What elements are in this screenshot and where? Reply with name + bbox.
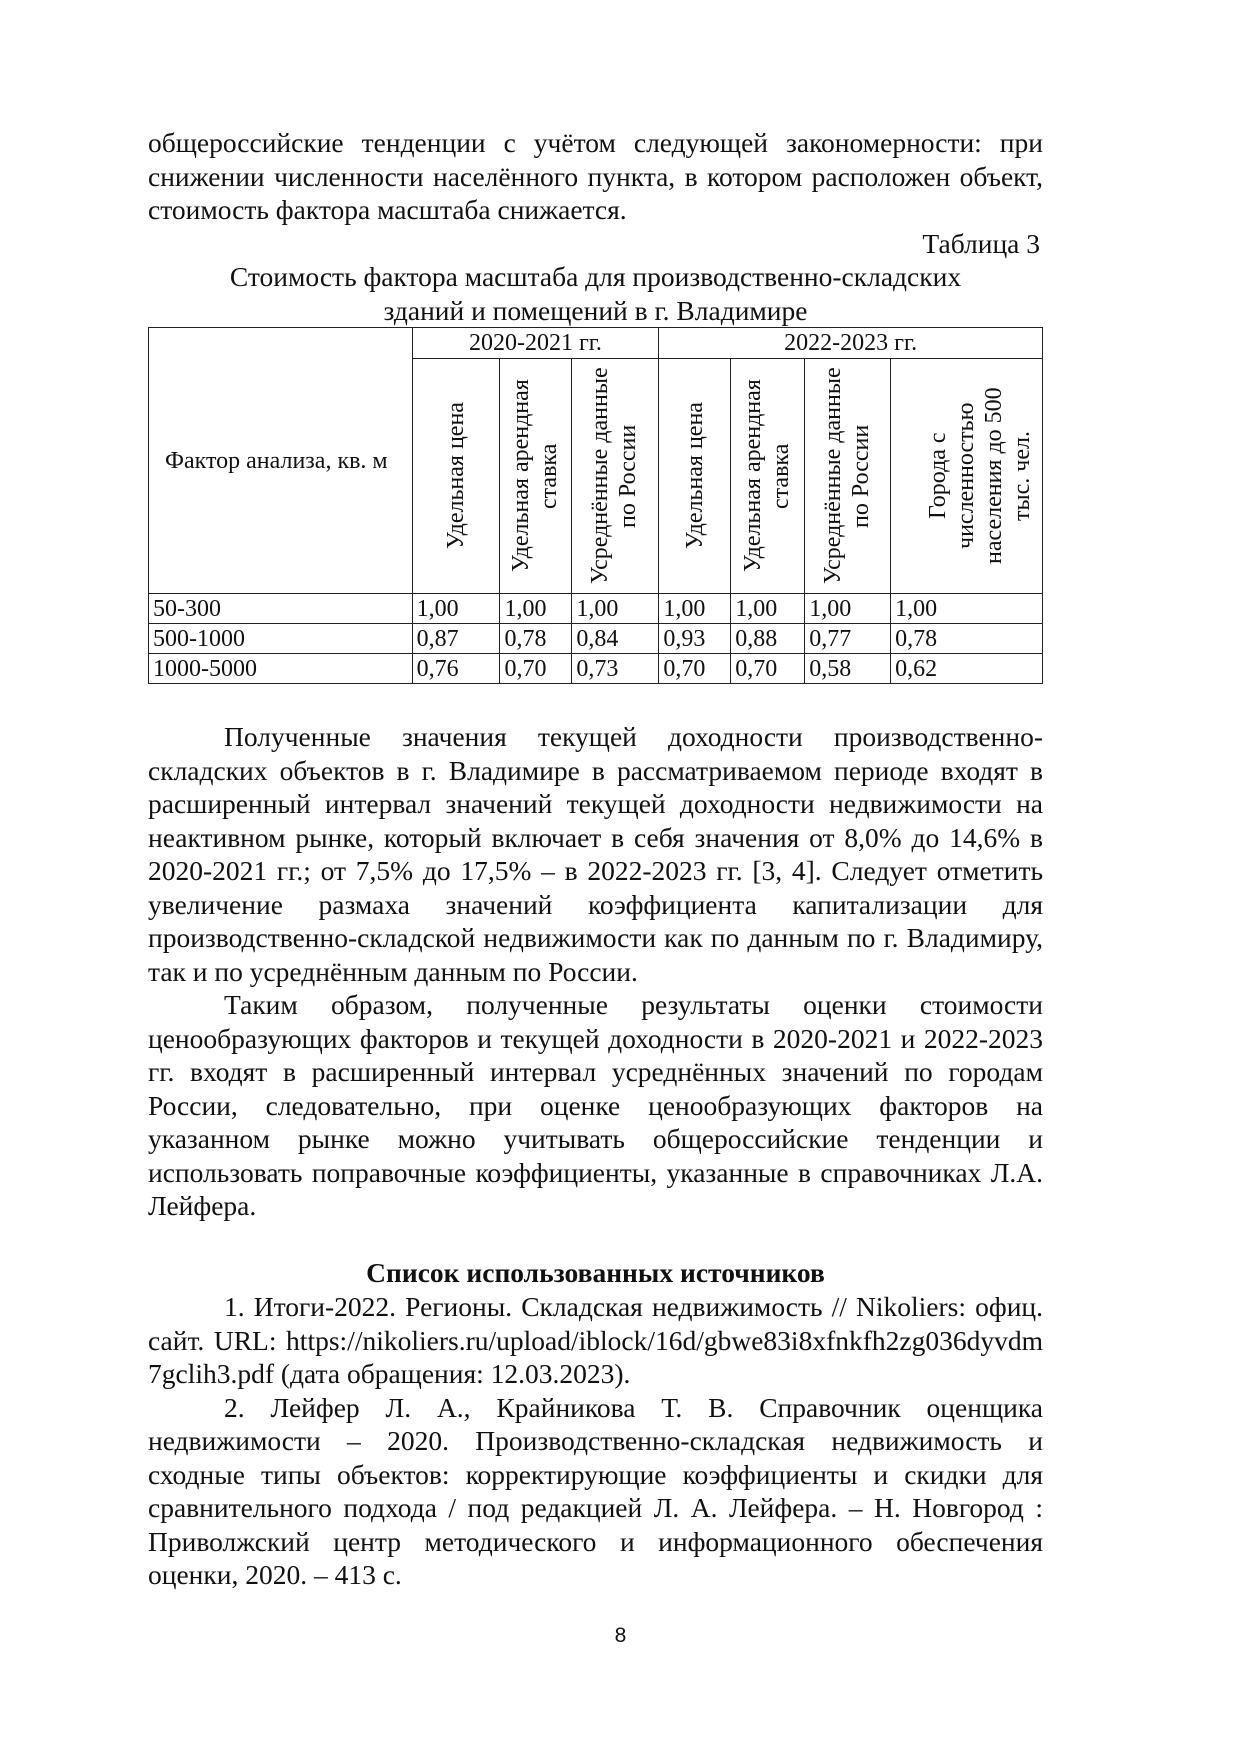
value-cell: 1,00 (500, 594, 572, 624)
value-cell: 0,58 (805, 654, 891, 684)
value-cell: 0,62 (891, 654, 1043, 684)
value-cell: 0,70 (731, 654, 805, 684)
table-label: Таблица 3 (922, 228, 1040, 259)
group-header-2022-2023: 2022-2023 гг. (659, 328, 1043, 359)
value-cell: 1,00 (891, 594, 1043, 624)
body-text (148, 720, 1043, 1223)
intro-text: общероссийские тенденции с учётом следующей закономерности: при снижении численности населённого пункта, в котором расположен объект, стоимость фактора масштаба снижается. (148, 127, 1043, 225)
value-cell: 1,00 (412, 594, 500, 624)
factor-header: Фактор анализа, кв. м (149, 328, 413, 594)
value-cell: 1,00 (659, 594, 731, 624)
value-cell: 1,00 (805, 594, 891, 624)
table-header-row-groups (149, 328, 1043, 359)
value-cell: 0,78 (500, 624, 572, 654)
group-header-2020-2021: 2020-2021 гг. (412, 328, 659, 359)
column-header: Усреднённые данные по России (572, 359, 659, 594)
value-cell: 0,84 (572, 624, 659, 654)
body-paragraph-1: Полученные значения текущей доходности производственно-складских объектов в г. Владимире в рассматриваемом периоде входят в расширенный интервал значений текущей доходности недвижимости на неактивном рынке, который включает в себя значения от 8,0% до 14,6% в 2020-2021 гг.; от 7,5% до 17,5% – в 2022-2023 гг. [3, 4]. Следует отметить увеличение размаха значений коэффициента капитализации для производственно-складской недвижимости как по данным по г. Владимиру, так и по усреднённым данным по России. (148, 721, 1043, 987)
value-cell: 0,70 (659, 654, 731, 684)
factor-cell: 1000-5000 (149, 654, 413, 684)
column-header: Удельная арендная ставка (731, 359, 805, 594)
table-caption-line-1: Стоимость фактора масштаба для производственно-складских (229, 261, 962, 292)
value-cell: 0,76 (412, 654, 500, 684)
scale-factor-table (148, 327, 1043, 684)
column-header: Удельная цена (412, 359, 500, 594)
value-cell: 0,88 (731, 624, 805, 654)
column-header: Усреднённые данные по России (805, 359, 891, 594)
value-cell: 0,77 (805, 624, 891, 654)
value-cell: 1,00 (572, 594, 659, 624)
page-number: 8 (614, 1624, 627, 1647)
value-cell: 1,00 (731, 594, 805, 624)
intro-paragraph (148, 126, 1043, 227)
table-caption (148, 260, 1043, 327)
column-header: Удельная арендная ставка (500, 359, 572, 594)
table-row (149, 594, 1043, 624)
value-cell: 0,93 (659, 624, 731, 654)
value-cell: 0,78 (891, 624, 1043, 654)
references-list (148, 1290, 1043, 1592)
value-cell: 0,73 (572, 654, 659, 684)
value-cell: 0,70 (500, 654, 572, 684)
table-row (149, 624, 1043, 654)
factor-cell: 500-1000 (149, 624, 413, 654)
references-heading: Список использованных источников (366, 1257, 825, 1288)
body-paragraph-2: Таким образом, полученные результаты оценки стоимости ценообразующих факторов и текущей доходности в 2020-2021 и 2022-2023 гг. входят в расширенный интервал усреднённых значений по городам России, следовательно, при оценке ценообразующих факторов на указанном рынке можно учитывать общероссийские тенденции и использовать поправочные коэффициенты, указанные в справочниках Л.А. Лейфера. (148, 989, 1043, 1221)
reference-item-1: 1. Итоги-2022. Регионы. Складская недвижимость // Nikoliers: офиц. сайт. URL: https://nikoliers.ru/upload/iblock/16d/gbwe83i8xfnkfh2zg036dyvdm7gclih3.pdf (дата обращения: 12.03.2023). (148, 1291, 1043, 1389)
table-row (149, 654, 1043, 684)
value-cell: 0,87 (412, 624, 500, 654)
factor-cell: 50-300 (149, 594, 413, 624)
table-caption-line-2: зданий и помещений в г. Владимире (383, 294, 808, 326)
column-header: Города с численностью населения до 500 тыс. чел. (891, 359, 1043, 594)
column-header: Удельная цена (659, 359, 731, 594)
reference-item-2: 2. Лейфер Л. А., Крайникова Т. В. Справочник оценщика недвижимости – 2020. Производственно-складская недвижимость и сходные типы объектов: корректирующие коэффициенты и скидки для сравнительного подхода / под редакцией Л. А. Лейфера. – Н. Новгород : Приволжский центр методического и информационного обеспечения оценки, 2020. – 413 с. (148, 1391, 1043, 1590)
